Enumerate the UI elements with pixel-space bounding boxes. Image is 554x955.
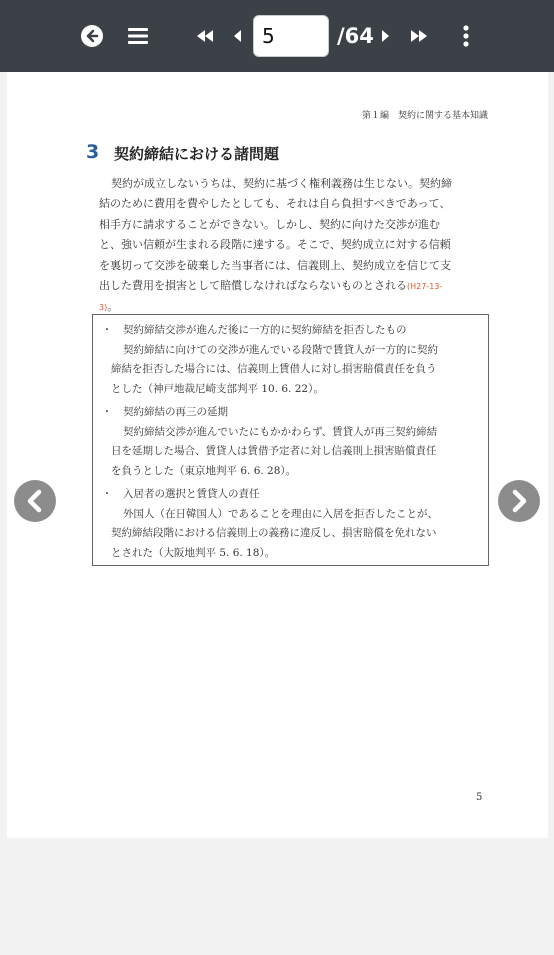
menu-icon (127, 26, 149, 46)
case-title: 契約締結交渉が進んだ後に一方的に契約締結を拒否したもの (123, 324, 407, 336)
body-line: 相手方に請求することができない。しかし、契約に向けた交渉が進む (99, 217, 440, 231)
case-line: とされた（大阪地判平 5. 6. 18）。 (111, 546, 276, 559)
case-line: とした（神戸地裁尼崎支部判平 10. 6. 22）。 (111, 382, 324, 395)
body-end-punct: 。 (107, 300, 119, 314)
case-law-box (92, 314, 489, 566)
bullet: ・ (102, 407, 112, 418)
case-text (111, 403, 483, 481)
case-title: 入居者の選択と賃貸人の責任 (123, 488, 260, 500)
back-button[interactable] (78, 0, 106, 72)
skip-last-icon (409, 29, 429, 43)
chevron-left-circle-icon (24, 489, 46, 513)
case-text (111, 485, 483, 563)
exam-reference: (H27-13- (407, 282, 443, 292)
last-page-button[interactable] (407, 0, 431, 72)
first-page-button[interactable] (193, 0, 217, 72)
arrow-left-circle-icon (80, 24, 104, 48)
body-line: を裏切って交渉を破棄した当事者には、信義則上、契約成立を信じて支 (99, 258, 451, 272)
prev-page-arrow[interactable] (14, 480, 56, 522)
chevron-left-icon (232, 29, 242, 43)
body-line: 結のために費用を費やしたとしても、それは自ら負担すべきであって、 (99, 197, 451, 211)
section-title: 契約締結における諸問題 (114, 145, 280, 163)
section-number: 3 (86, 141, 100, 163)
more-vertical-icon (462, 25, 470, 47)
viewer-toolbar (0, 0, 554, 72)
case-line: を負うとした（東京地判平 6. 6. 28）。 (111, 464, 297, 477)
body-paragraph (99, 174, 484, 319)
page-number-input[interactable] (253, 15, 329, 57)
prev-page-button[interactable] (228, 0, 246, 72)
chevron-right-circle-icon (508, 489, 530, 513)
case-line: 契約締結交渉が進んでいたにもかかわらず、賃貸人が再三契約締結 (123, 425, 438, 438)
body-line: と、強い信頼が生まれる段階に達する。そこで、契約成立に対する信頼 (99, 238, 451, 252)
body-line-last (99, 276, 484, 297)
case-text (111, 321, 483, 399)
case-line: 日を延期した場合、賃貸人は賃借予定者に対し信義則上損害賠償責任 (111, 445, 437, 458)
next-page-button[interactable] (377, 0, 395, 72)
case-line: 契約締結段階における信義則上の義務に違反し、損害賠償を免れない (111, 527, 437, 540)
body-line: 契約が成立しないうちは、契約に基づく権利義務は生じない。契約締 (111, 177, 452, 190)
running-header: 第１編 契約に関する基本知識 (361, 111, 488, 121)
next-page-arrow[interactable] (498, 480, 540, 522)
bullet: ・ (102, 489, 112, 500)
page-number: 5 (476, 792, 483, 803)
case-title: 契約締結の再三の延期 (123, 406, 228, 418)
case-line: 契約締結に向けての交渉が進んでいる段階で賃貸人が一方的に契約 (123, 343, 438, 356)
exam-reference-cont: 3) (99, 303, 108, 313)
case-line: 外国人（在日韓国人）であることを理由に入居を拒否したことが、 (123, 507, 438, 520)
more-options-button[interactable] (456, 0, 476, 72)
body-line-text: 出した費用を損害として賠償しなければならないものとされる (99, 279, 407, 293)
skip-first-icon (195, 29, 215, 43)
bullet: ・ (102, 325, 112, 336)
menu-button[interactable] (125, 0, 151, 72)
case-line: 締結を拒否した場合には、信義則上賃借人に対し損害賠償責任を負う (111, 363, 437, 376)
page-total: /64 (337, 24, 374, 48)
chevron-right-icon (381, 29, 391, 43)
